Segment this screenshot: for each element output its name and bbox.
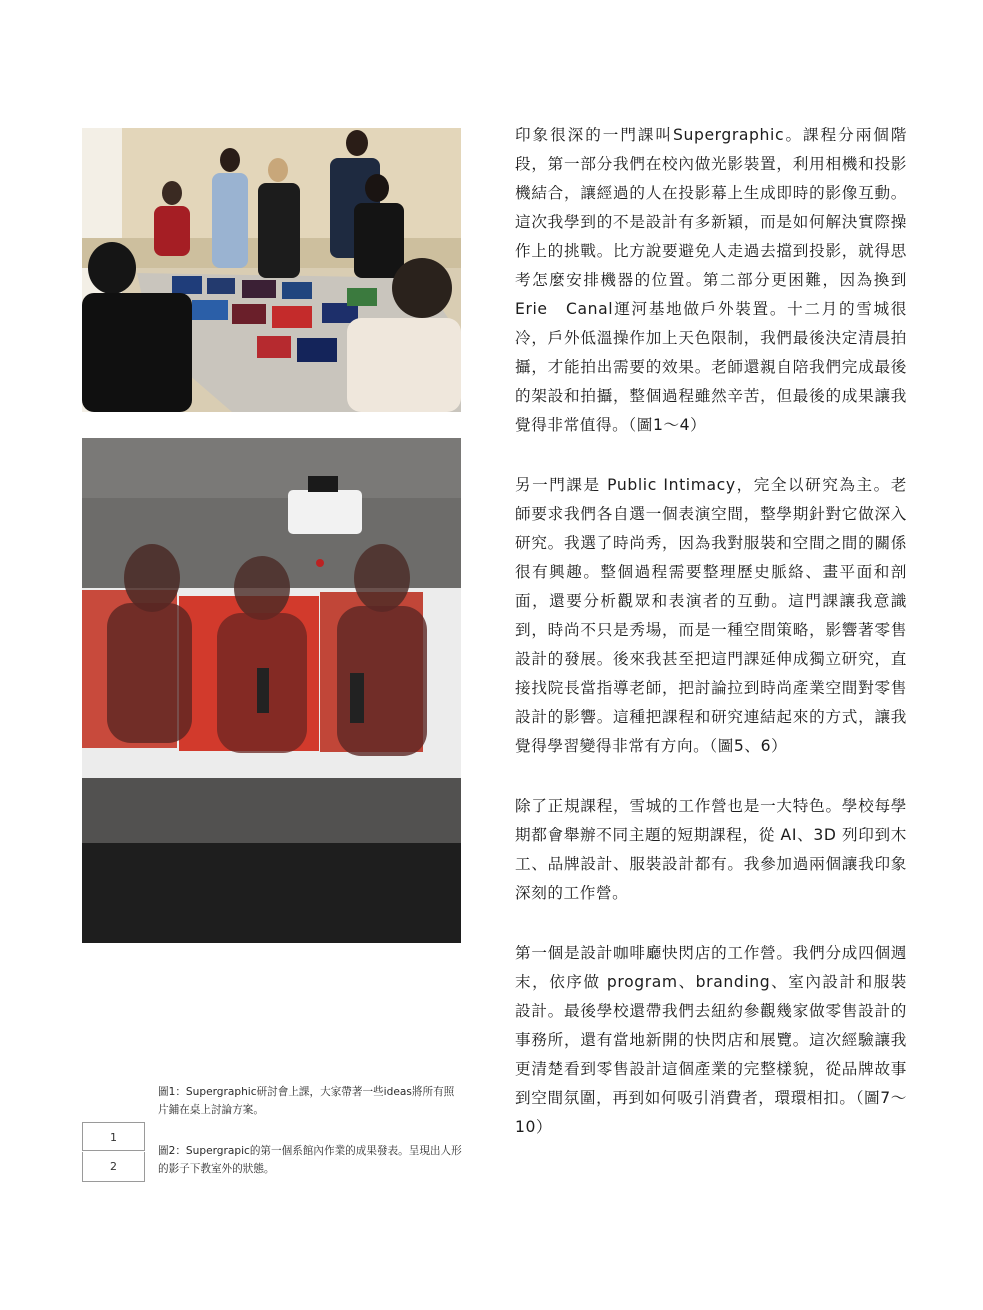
figure-2-photo (82, 438, 461, 943)
figure-1-caption: 圖1：Supergraphic研討會上課，大家帶著一些ideas將所有照片鋪在桌上討論方案。 (158, 1086, 455, 1116)
paragraph-supergraphic: 印象很深的一門課叫Supergraphic。課程分兩個階段，第一部分我們在校內做光影裝置，利用相機和投影機結合，讓經過的人在投影幕上生成即時的影像互動。這次我學到的不是設計有多新穎，而是如何解決實際操作上的挑戰。比方說要避免人走過去擋到投影，就得思考怎麼安排機器的位置。第二部分更困難，因為換到Erie Canal運河基地做戶外裝置。十二月的雪城很冷，戶外低溫操作加上天色限制，我們最後決定清晨拍攝，才能拍出需要的效果。老師還親自陪我們完成最後的架設和拍攝，整個過程雖然辛苦，但最後的成果讓我覺得非常值得。（圖1～4） (515, 126, 907, 434)
figure-1-photo (82, 128, 461, 412)
figure-number-1: 1 (82, 1122, 145, 1151)
figure-number-2: 2 (82, 1152, 145, 1182)
figure-2-caption: 圖2：Supergrapic的第一個系館內作業的成果發表。呈現出人形的影子下教室外的狀態。 (158, 1145, 462, 1175)
paragraph-workshops: 除了正規課程，雪城的工作營也是一大特色。學校每學期都會舉辦不同主題的短期課程，從 AI、3D 列印到木工、品牌設計、服裝設計都有。我參加過兩個讓我印象深刻的工作營。 (515, 797, 907, 902)
paragraph-popup-workshop: 第一個是設計咖啡廳快閃店的工作營。我們分成四個週末，依序做 program、branding、室內設計和服裝設計。最後學校還帶我們去紐約參觀幾家做零售設計的事務所，還有當地新開的快閃店和展覽。這次經驗讓我更清楚看到零售設計這個產業的完整樣貌，從品牌故事到空間氛圍，再到如何吸引消費者，環環相扣。（圖7～10） (515, 944, 907, 1136)
paragraph-public-intimacy: 另一門課是 Public Intimacy，完全以研究為主。老師要求我們各自選一個表演空間，整學期針對它做深入研究。我選了時尚秀，因為我對服裝和空間之間的關係很有興趣。整個過程需要整理歷史脈絡、畫平面和剖面，還要分析觀眾和表演者的互動。這門課讓我意識到，時尚不只是秀場，而是一種空間策略，影響著零售設計的發展。後來我甚至把這門課延伸成獨立研究，直接找院長當指導老師，把討論拉到時尚產業空間對零售設計的影響。這種把課程和研究連結起來的方式，讓我覺得學習變得非常有方向。（圖5、6） (515, 476, 907, 755)
article-text-column (515, 121, 907, 1173)
